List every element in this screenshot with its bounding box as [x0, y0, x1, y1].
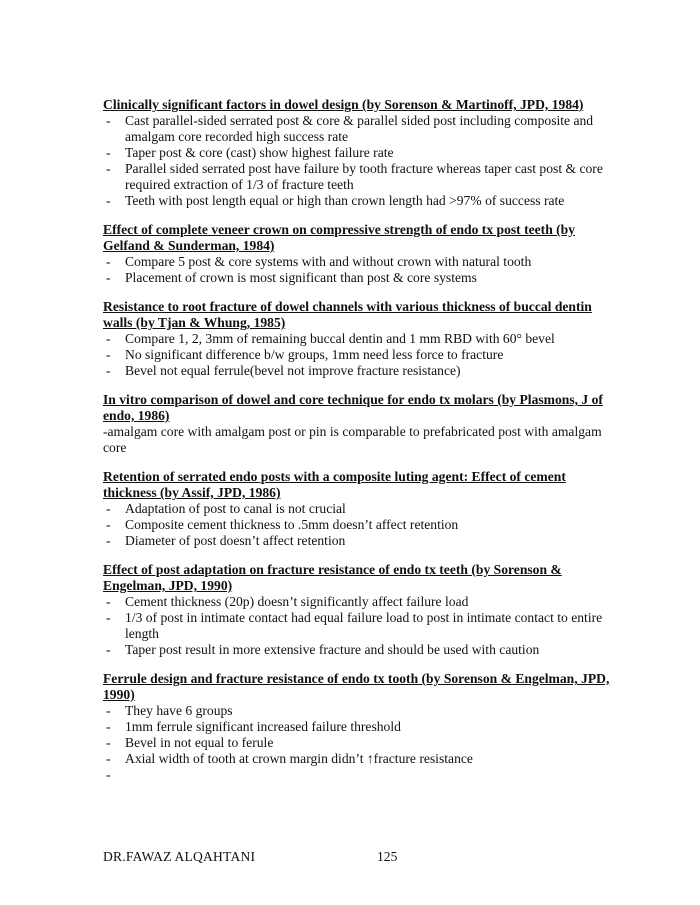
bullet-dash: - — [106, 254, 111, 269]
bullet-dash: - — [106, 642, 111, 657]
list-item — [103, 767, 618, 783]
list-item — [103, 610, 618, 642]
section-serrated-posts — [103, 469, 618, 549]
list-item-text: Placement of crown is most significant than post & core systems — [125, 270, 477, 285]
list-item-text: No significant difference b/w groups, 1mm need less force to fracture — [125, 347, 504, 362]
list-item-text: Bevel not equal ferrule(bevel not improve fracture resistance) — [125, 363, 461, 378]
list-item — [103, 331, 618, 347]
list-item-text: Taper post & core (cast) show highest failure rate — [125, 145, 394, 160]
list-item — [103, 594, 618, 610]
bullet-dash: - — [106, 719, 111, 734]
bullet-dash: - — [106, 533, 111, 548]
section-post-adaptation — [103, 562, 618, 658]
list-item — [103, 113, 618, 145]
list-item-text: Compare 1, 2, 3mm of remaining buccal dentin and 1 mm RBD with 60° bevel — [125, 331, 555, 346]
list-item — [103, 270, 618, 286]
bullet-list — [103, 501, 618, 549]
list-item-text: They have 6 groups — [125, 703, 233, 718]
bullet-dash: - — [106, 501, 111, 516]
list-item — [103, 145, 618, 161]
list-item — [103, 735, 618, 751]
list-item — [103, 642, 618, 658]
bullet-dash: - — [106, 113, 111, 128]
list-item-text: Adaptation of post to canal is not crucial — [125, 501, 346, 516]
list-item-text: Diameter of post doesn’t affect retention — [125, 533, 346, 548]
section-dowel-design — [103, 97, 618, 209]
list-item-text: Axial width of tooth at crown margin didn’t ↑fracture resistance — [125, 751, 473, 766]
bullet-list — [103, 594, 618, 658]
bullet-dash: - — [106, 347, 111, 362]
bullet-list — [103, 331, 618, 379]
list-item-text: Composite cement thickness to .5mm doesn’t affect retention — [125, 517, 459, 532]
list-item-text: 1mm ferrule significant increased failure threshold — [125, 719, 401, 734]
section-ferrule-design — [103, 671, 618, 783]
bullet-dash: - — [106, 517, 111, 532]
list-item-text: Bevel in not equal to ferule — [125, 735, 274, 750]
list-item-text: Taper post result in more extensive fracture and should be used with caution — [125, 642, 540, 657]
bullet-dash: - — [106, 767, 111, 782]
list-item — [103, 363, 618, 379]
bullet-list — [103, 254, 618, 286]
bullet-dash: - — [106, 161, 111, 176]
bullet-dash: - — [106, 193, 111, 208]
bullet-dash: - — [106, 594, 111, 609]
section-veneer-crown — [103, 222, 618, 286]
bullet-dash: - — [106, 610, 111, 625]
list-item — [103, 193, 618, 209]
list-item-text: Parallel sided serrated post have failure by tooth fracture whereas taper cast post & core required extraction of 1/3 of fracture teeth — [125, 161, 603, 192]
list-item — [103, 517, 618, 533]
document-page — [103, 97, 618, 796]
footer-author: DR.FAWAZ ALQAHTANI — [103, 849, 256, 864]
list-item — [103, 254, 618, 270]
bullet-dash: - — [106, 735, 111, 750]
list-item — [103, 751, 618, 767]
bullet-dash: - — [106, 703, 111, 718]
list-item — [103, 719, 618, 735]
section-dowel-core-molars — [103, 392, 618, 456]
list-item — [103, 703, 618, 719]
list-item-text: 1/3 of post in intimate contact had equal failure load to post in intimate contact to entire length — [125, 610, 603, 641]
section-paragraph: -amalgam core with amalgam post or pin is comparable to prefabricated post with amalgam core — [103, 424, 602, 455]
list-item — [103, 501, 618, 517]
list-item-text: Compare 5 post & core systems with and without crown with natural tooth — [125, 254, 532, 269]
list-item — [103, 161, 618, 193]
section-heading: Resistance to root fracture of dowel channels with various thickness of buccal dentin walls (by Tjan & Whung, 1985) — [103, 299, 592, 330]
bullet-dash: - — [106, 331, 111, 346]
bullet-list — [103, 703, 618, 783]
page-number: 125 — [377, 849, 398, 864]
list-item-text: Cement thickness (20p) doesn’t significantly affect failure load — [125, 594, 469, 609]
section-heading: Effect of complete veneer crown on compressive strength of endo tx post teeth (by Gelfand & Sunderman, 1984) — [103, 222, 576, 253]
bullet-dash: - — [106, 363, 111, 378]
section-root-fracture — [103, 299, 618, 379]
bullet-dash: - — [106, 145, 111, 160]
bullet-dash: - — [106, 270, 111, 285]
bullet-dash: - — [106, 751, 111, 766]
section-heading: In vitro comparison of dowel and core technique for endo tx molars (by Plasmons, J of endo, 1986) — [103, 392, 603, 423]
list-item-text: Teeth with post length equal or high than crown length had >97% of success rate — [125, 193, 565, 208]
section-heading: Ferrule design and fracture resistance of endo tx tooth (by Sorenson & Engelman, JPD, 1990) — [103, 671, 610, 702]
list-item — [103, 347, 618, 363]
section-heading: Retention of serrated endo posts with a composite luting agent: Effect of cement thickness (by Assif, JPD, 1986) — [103, 469, 566, 500]
section-heading: Clinically significant factors in dowel design (by Sorenson & Martinoff, JPD, 1984) — [103, 97, 584, 112]
section-heading: Effect of post adaptation on fracture resistance of endo tx teeth (by Sorenson & Engelman, JPD, 1990) — [103, 562, 562, 593]
list-item-text: Cast parallel-sided serrated post & core & parallel sided post including composite and amalgam core recorded high success rate — [125, 113, 594, 144]
list-item — [103, 533, 618, 549]
bullet-list — [103, 113, 618, 209]
